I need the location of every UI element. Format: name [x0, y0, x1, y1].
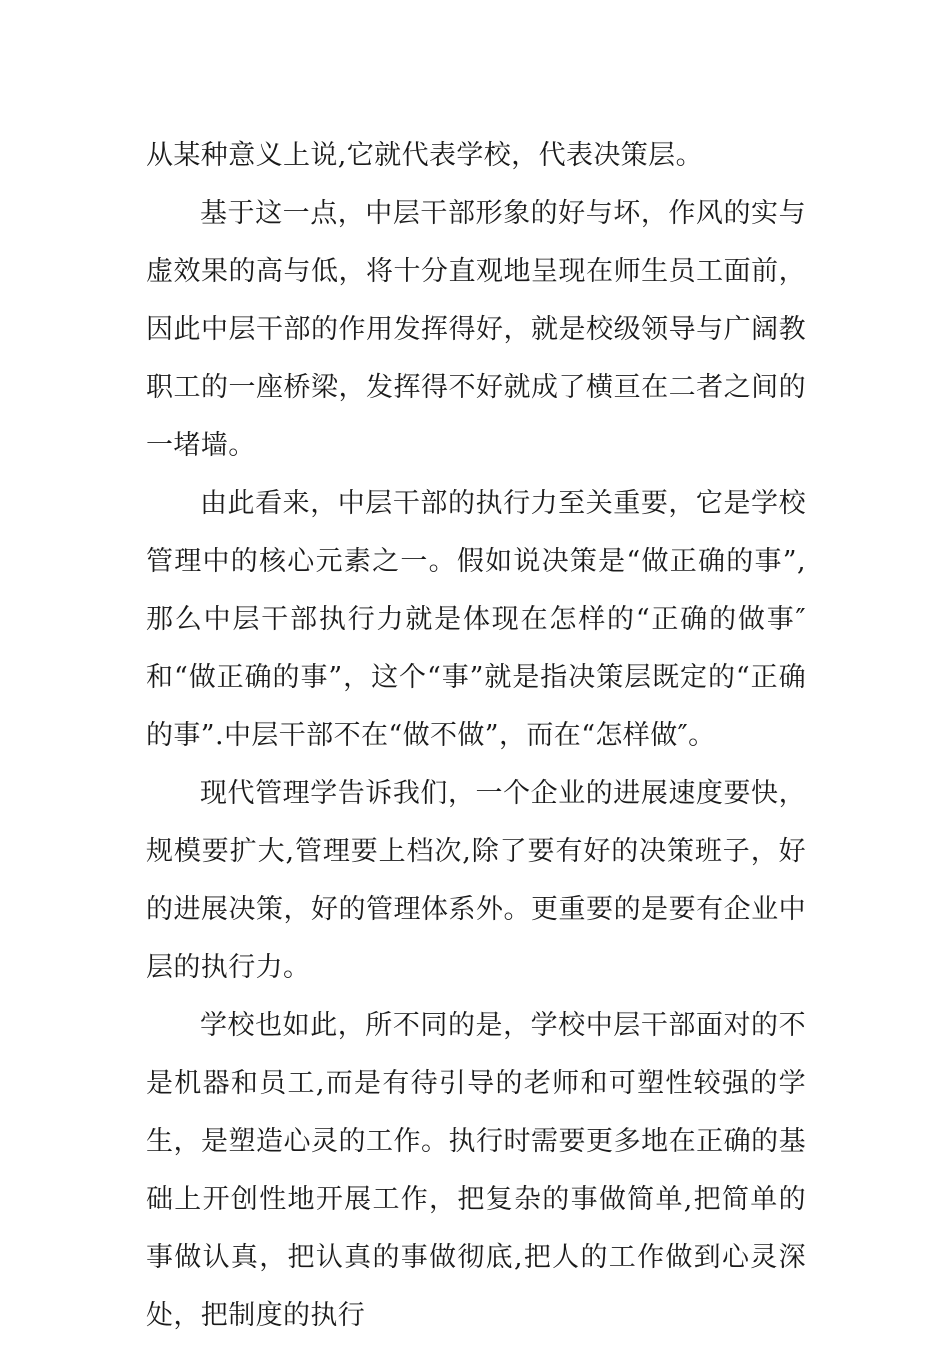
paragraph-2: 基于这一点，中层干部形象的好与坏，作风的实与虚效果的高与低，将十分直观地呈现在师生员工面前，因此中层干部的作用发挥得好，就是校级领导与广阔教职工的一座桥梁，发挥得不好就成了横亘在二者之间的一堵墙。 [146, 198, 806, 461]
document-body [146, 127, 806, 1345]
paragraph-3: 由此看来，中层干部的执行力至关重要，它是学校管理中的核心元素之一。假如说决策是“做正确的事”,那么中层干部执行力就是体现在怎样的“正确的做事″和“做正确的事”，这个“事”就是指决策层既定的“正确的事”.中层干部不在“做不做”，而在“怎样做″。 [146, 488, 806, 751]
paragraph-5: 学校也如此，所不同的是，学校中层干部面对的不是机器和员工,而是有待引导的老师和可塑性较强的学生，是塑造心灵的工作。执行时需要更多地在正确的基础上开创性地开展工作，把复杂的事做简单,把简单的事做认真，把认真的事做彻底,把人的工作做到心灵深处，把制度的执行 [146, 1010, 806, 1331]
paragraph-4: 现代管理学告诉我们，一个企业的进展速度要快，规模要扩大,管理要上档次,除了要有好的决策班子，好的进展决策，好的管理体系外。更重要的是要有企业中层的执行力。 [146, 778, 806, 983]
paragraph-1: 从某种意义上说,它就代表学校，代表决策层。 [146, 140, 703, 171]
